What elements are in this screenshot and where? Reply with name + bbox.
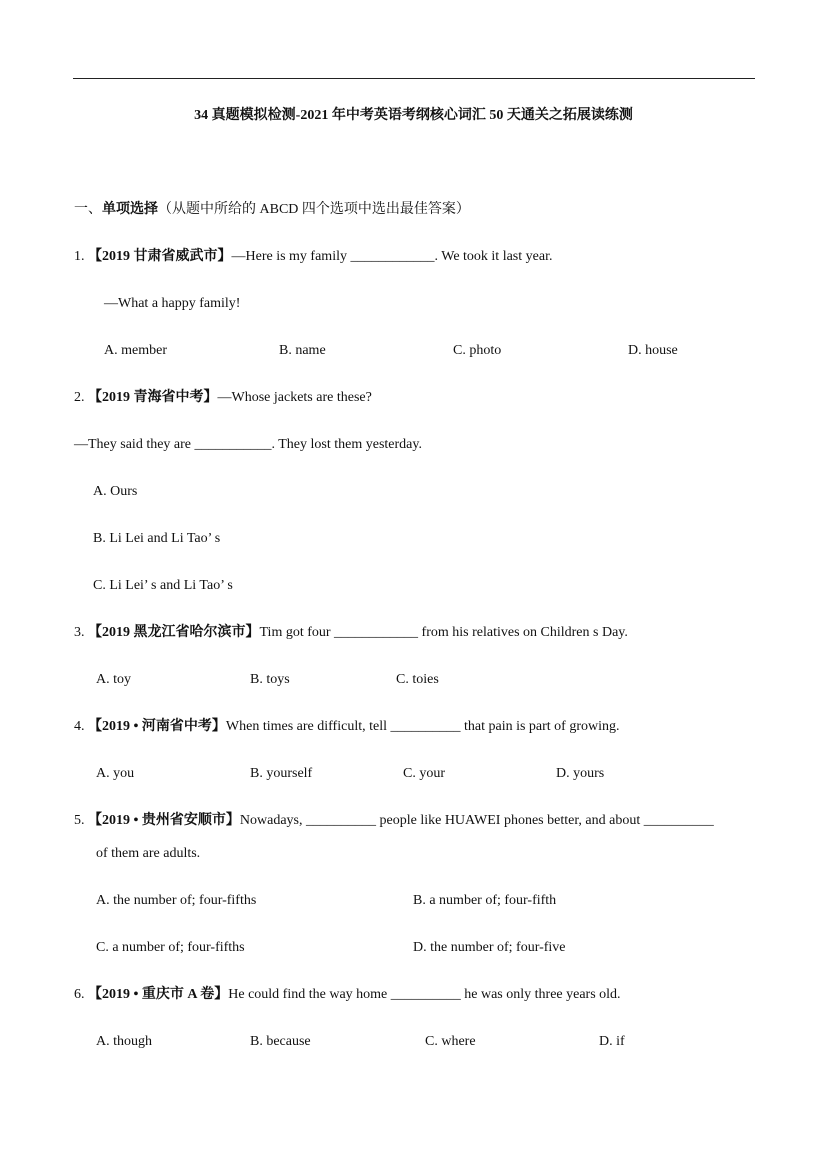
question-stem: He could find the way home __________ he was only three years old. — [228, 987, 621, 1002]
q3-option-c: C. toies — [396, 672, 439, 687]
question-3 — [74, 624, 628, 642]
question-number: 1. — [74, 249, 85, 264]
page-title: 34 真题模拟检测-2021 年中考英语考纲核心词汇 50 天通关之拓展读练测 — [194, 108, 633, 123]
q3-option-a: A. toy — [96, 672, 131, 687]
q1-option-c: C. photo — [453, 343, 502, 358]
question-stem: —Here is my family ____________. We took it last year. — [231, 249, 553, 264]
q4-option-d: D. yours — [556, 766, 605, 781]
section-note: （从题中所给的 ABCD 四个选项中选出最佳答案） — [158, 202, 470, 217]
q5-option-c: C. a number of; four-fifths — [96, 940, 245, 955]
question-6 — [74, 986, 621, 1004]
question-stem: When times are difficult, tell __________ that pain is part of growing. — [225, 719, 620, 734]
section-heading-text: 单项选择 — [102, 202, 158, 217]
question-stem: —Whose jackets are these? — [217, 390, 372, 405]
section-heading — [74, 201, 470, 219]
question-stem: Nowadays, __________ people like HUAWEI phones better, and about __________ — [239, 813, 714, 828]
q2-option-c: C. Li Lei’ s and Li Tao’ s — [93, 578, 233, 593]
q6-option-a: A. though — [96, 1034, 152, 1049]
q4-option-c: C. your — [403, 766, 445, 781]
question-source: 【2019 黑龙江省哈尔滨市】 — [88, 625, 260, 640]
q1-option-b: B. name — [279, 343, 326, 358]
question-number: 6. — [74, 987, 85, 1002]
question-5 — [74, 812, 714, 830]
q5-option-a: A. the number of; four-fifths — [96, 893, 257, 908]
question-number: 2. — [74, 390, 85, 405]
q1-option-a: A. member — [104, 343, 167, 358]
question-2 — [74, 389, 372, 407]
question-5-line-2: of them are adults. — [96, 846, 201, 861]
q6-option-d: D. if — [599, 1034, 625, 1049]
question-number: 5. — [74, 813, 85, 828]
q6-option-b: B. because — [250, 1034, 311, 1049]
q5-option-b: B. a number of; four-fifth — [413, 893, 557, 908]
q2-option-b: B. Li Lei and Li Tao’ s — [93, 531, 221, 546]
q4-option-b: B. yourself — [250, 766, 313, 781]
section-number: 一、 — [74, 202, 102, 217]
q4-option-a: A. you — [96, 766, 135, 781]
question-4 — [74, 718, 620, 736]
header-rule — [73, 78, 755, 79]
question-source: 【2019 甘肃省威武市】 — [88, 249, 232, 264]
q5-option-d: D. the number of; four-five — [413, 940, 566, 955]
q2-option-a: A. Ours — [93, 484, 138, 499]
question-1-line-2: —What a happy family! — [104, 296, 241, 311]
q1-option-d: D. house — [628, 343, 678, 358]
question-source: 【2019 • 河南省中考】 — [88, 719, 226, 734]
q6-option-c: C. where — [425, 1034, 476, 1049]
question-1 — [74, 248, 552, 266]
question-stem: Tim got four ____________ from his relatives on Children s Day. — [259, 625, 628, 640]
question-source: 【2019 青海省中考】 — [88, 390, 218, 405]
question-number: 4. — [74, 719, 85, 734]
question-number: 3. — [74, 625, 85, 640]
question-2-line-2: —They said they are ___________. They lost them yesterday. — [74, 437, 422, 452]
q3-option-b: B. toys — [250, 672, 290, 687]
question-source: 【2019 • 重庆市 A 卷】 — [88, 987, 229, 1002]
question-source: 【2019 • 贵州省安顺市】 — [88, 813, 240, 828]
